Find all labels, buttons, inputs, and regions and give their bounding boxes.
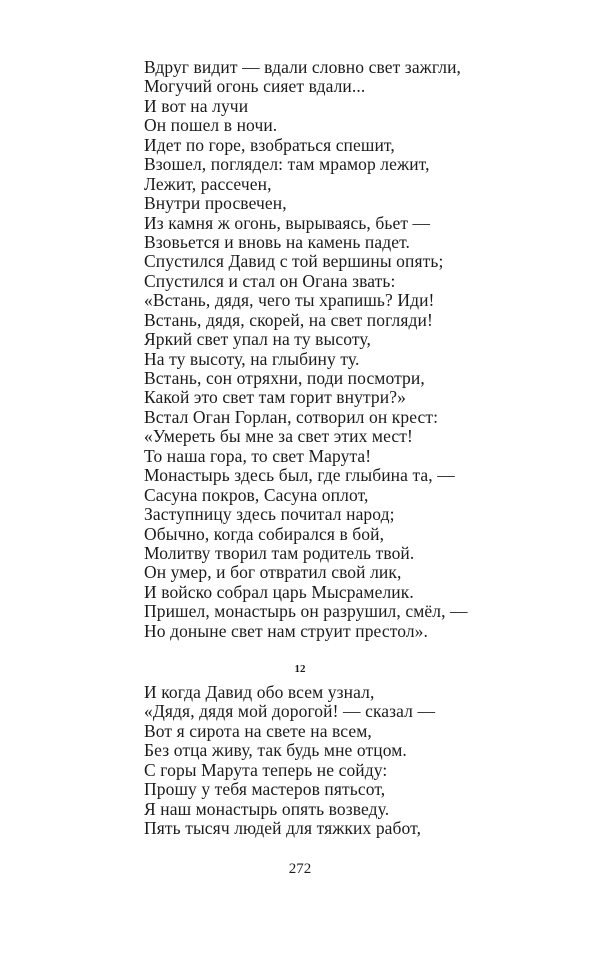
verse-line: Заступницу здесь почитал народ; bbox=[144, 504, 395, 525]
verse-line: То наша гора, то свет Марута! bbox=[144, 445, 372, 466]
verse-line: Без отца живу, так будь мне отцом. bbox=[144, 740, 407, 761]
verse-line: Встань, дядя, скорей, на свет погляди! bbox=[144, 309, 433, 330]
verse-line: Он умер, и бог отвратил свой лик, bbox=[144, 562, 402, 583]
verse-line: Спустился и стал он Огана звать: bbox=[144, 270, 396, 291]
verse-line: Взовьется и вновь на камень падет. bbox=[144, 231, 411, 252]
verse-line: «Дядя, дядя мой дорогой! — сказал — bbox=[144, 701, 436, 722]
verse-line: Какой это свет там горит внутри?» bbox=[144, 387, 406, 408]
verse-line: Он пошел в ночи. bbox=[144, 115, 278, 136]
verse-line: Обычно, когда собирался в бой, bbox=[144, 523, 385, 544]
verse-line: Взошел, поглядел: там мрамор лежит, bbox=[144, 154, 430, 175]
verse-line: Но доныне свет нам струит престол». bbox=[144, 620, 429, 641]
verse-line: Сасуна покров, Сасуна оплот, bbox=[144, 484, 369, 505]
poem-stanza-2 bbox=[144, 683, 584, 839]
verse-line: И вот на лучи bbox=[144, 95, 249, 116]
verse-line: Молитву творил там родитель твой. bbox=[144, 542, 415, 563]
verse-line: Спустился Давид с той вершины опять; bbox=[144, 251, 444, 272]
verse-line: «Встань, дядя, чего ты храпишь? Иди! bbox=[144, 290, 435, 311]
page-number: 272 bbox=[288, 861, 312, 877]
verse-line: Из камня ж огонь, вырываясь, бьет — bbox=[144, 212, 431, 233]
verse-line: С горы Марута теперь не сойду: bbox=[144, 759, 388, 780]
poem-stanza-1 bbox=[144, 58, 584, 641]
verse-line: «Умереть бы мне за свет этих мест! bbox=[144, 426, 413, 447]
verse-line: Могучий огонь сияет вдали... bbox=[144, 76, 366, 97]
section-number: 12 bbox=[294, 663, 306, 675]
verse-line: И когда Давид обо всем узнал, bbox=[144, 682, 375, 702]
verse-line: Яркий свет упал на ту высоту, bbox=[144, 329, 371, 350]
verse-line: И войско собрал царь Мысрамелик. bbox=[144, 581, 414, 602]
verse-line: Прошу у тебя мастеров пятьсот, bbox=[144, 779, 386, 800]
verse-line: Встань, сон отряхни, поди посмотри, bbox=[144, 368, 425, 388]
verse-line: Лежит, рассечен, bbox=[144, 173, 272, 194]
verse-line: Я наш монастырь опять возведу. bbox=[144, 798, 390, 819]
verse-line: Идет по горе, взобраться спешит, bbox=[144, 134, 395, 155]
verse-line: Вот я сирота на свете на всем, bbox=[144, 720, 372, 741]
verse-line: На ту высоту, на глыбину ту. bbox=[144, 348, 360, 369]
verse-line: Вдруг видит — вдали словно свет зажгли, bbox=[144, 57, 462, 77]
verse-line: Пять тысяч людей для тяжких работ, bbox=[144, 818, 422, 839]
verse-line: Внутри просвечен, bbox=[144, 193, 287, 214]
verse-line: Пришел, монастырь он разрушил, смёл, — bbox=[144, 601, 468, 622]
verse-line: Встал Оган Горлан, сотворил он крест: bbox=[144, 406, 439, 427]
verse-line: Монастырь здесь был, где глыбина та, — bbox=[144, 465, 455, 486]
